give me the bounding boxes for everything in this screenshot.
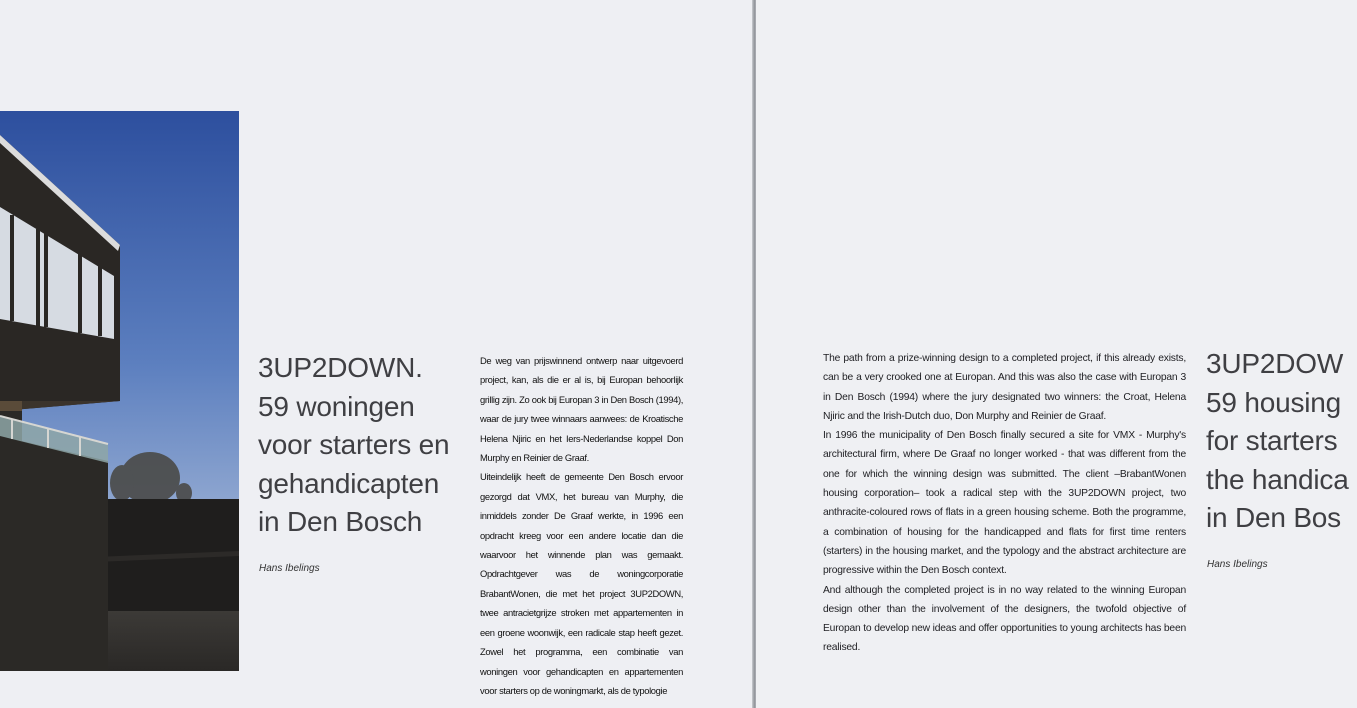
title-line: the handica <box>1206 463 1349 495</box>
title-line: in Den Bos <box>1206 502 1341 533</box>
title-line: 3UP2DOW <box>1206 348 1344 379</box>
title-line: 3UP2DOWN. <box>258 352 423 383</box>
author-byline-en: Hans Ibelings <box>1207 559 1268 570</box>
article-title-en <box>1206 345 1349 538</box>
english-body-text <box>823 349 1186 658</box>
title-line: voor starters en <box>258 429 450 460</box>
body-paragraph: Uiteindelijk heeft de gemeente Den Bosch ervoor gezorgd dat VMX, het bureau van Murphy, die inmiddels zonder De Graaf werkte, in 1996 een opdracht kreeg voor een andere locatie dan die waarvoor het winnende plan was gemaakt. Opdrachtgever was de woningcorporatie BrabantWonen, die met het project 3UP2DOWN, twee antracietgrijze stroken met appartementen in een groene woonwijk, een radicale stap heeft gezet. Zowel het programma, een combinatie van woningen voor gehandicapten en appartementen voor starters op de woningmarkt, als de typologie <box>480 471 683 696</box>
title-line: in Den Bosch <box>258 506 423 537</box>
dutch-body-text <box>480 351 683 700</box>
author-byline-nl: Hans Ibelings <box>259 563 320 574</box>
title-line: for starters <box>1206 425 1338 456</box>
building-photo-image <box>0 111 239 671</box>
body-paragraph: And although the completed project is in no way related to the winning Europan design other than the involvement of the designers, the twofold objective of Europan to develop new ideas and offer opportunities to young architects has been realised. <box>823 584 1186 654</box>
body-paragraph: In 1996 the municipality of Den Bosch finally secured a site for VMX - Murphy's architectural firm, where De Graaf no longer worked - that was different from the one for which the winning design was submitted. The client –BrabantWonen housing corporation– took a radical step with the 3UP2DOWN project, two anthracite-coloured rows of flats in a green housing scheme. Both the programme, a combination of housing for the handicapped and flats for first time renters (starters) in the housing market, and the typology and the abstract architecture are progressive within the Den Bosch context. <box>823 430 1186 577</box>
building-photo <box>0 111 239 671</box>
title-line: gehandicapten <box>258 467 440 499</box>
title-line: 59 woningen <box>258 390 415 422</box>
body-paragraph: The path from a prize-winning design to a completed project, if this already exists, can be a very crooked one at Europan. And this was also the case with Europan 3 in Den Bosch (1994) where the jury designated two winners: the Croat, Helena Njiric and the Irish-Dutch duo, Don Murphy and Reinier de Graaf. <box>823 353 1186 422</box>
title-line: 59 housing <box>1206 386 1342 418</box>
body-paragraph: De weg van prijswinnend ontwerp naar uitgevoerd project, kan, als die er al is, bij Europan behoorlijk grillig zijn. Zo ook bij Europan 3 in Den Bosch (1994), waar de jury twee winnaars aanwees: de Kroatische Helena Njiric en het Iers-Nederlandse koppel Don Murphy en Reinier de Graaf. <box>480 355 683 464</box>
article-title-nl <box>258 349 449 542</box>
